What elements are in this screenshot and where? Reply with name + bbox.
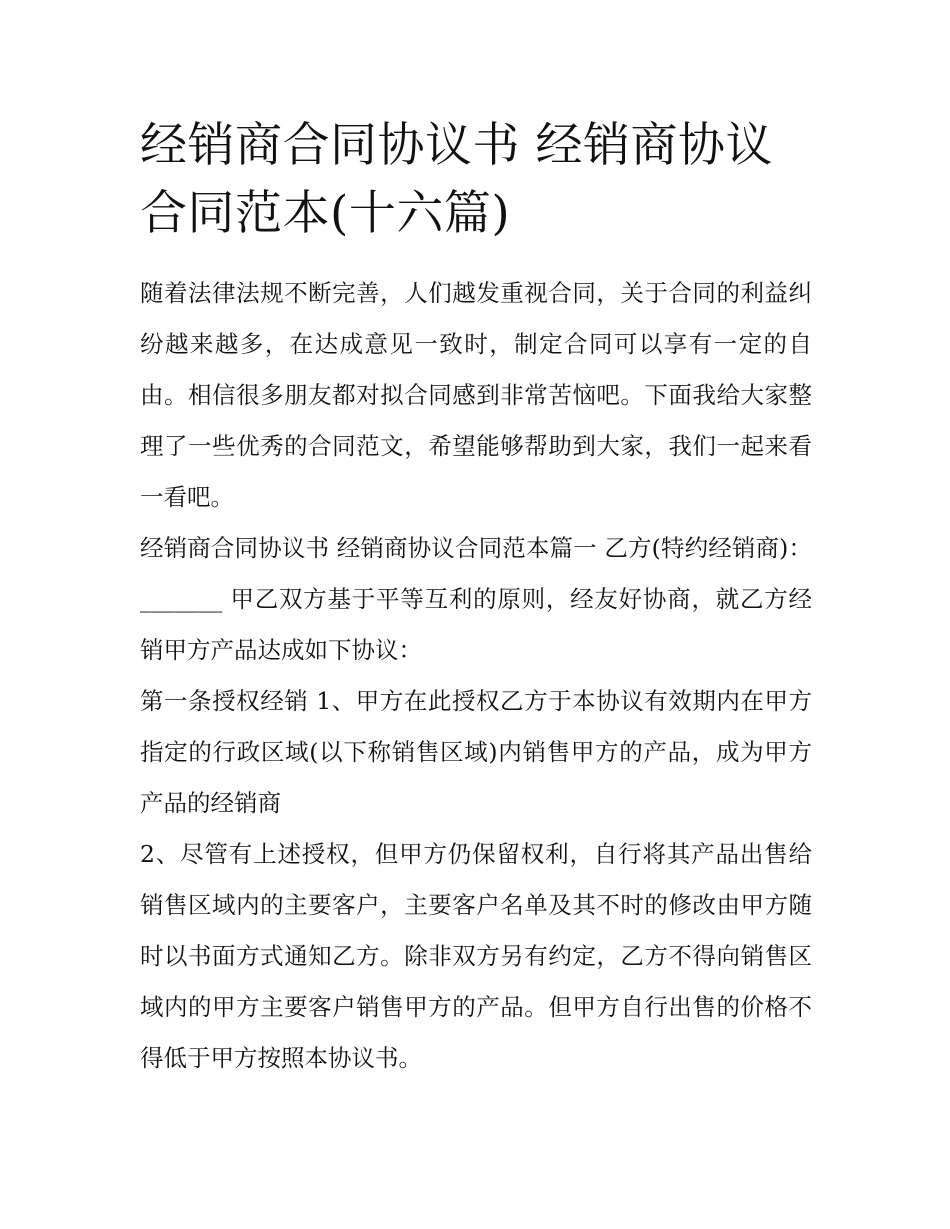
document-page bbox=[140, 112, 812, 1084]
paragraph-contract-parties: 经销商合同协议书 经销商协议合同范本篇一 乙方(特约经销商)：_______ 甲乙双方基于平等互利的原则，经友好协商，就乙方经销甲方产品达成如下协议： bbox=[140, 534, 812, 664]
paragraph-article-1-clause-2: 2、尽管有上述授权，但甲方仍保留权利，自行将其产品出售给销售区域内的主要客户，主要客户名单及其不时的修改由甲方随时以书面方式通知乙方。除非双方另有约定，乙方不得向销售区域内的甲方主要客户销售甲方的产品。但甲方自行出售的价格不得低于甲方按照本协议书。 bbox=[140, 840, 812, 1072]
paragraph-article-1: 第一条授权经销 1、甲方在此授权乙方于本协议有效期内在甲方指定的行政区域(以下称销售区域)内销售甲方的产品，成为甲方产品的经销商 bbox=[140, 687, 812, 817]
document-title: 经销商合同协议书 经销商协议合同范本(十六篇) bbox=[140, 118, 773, 241]
paragraph-intro: 随着法律法规不断完善，人们越发重视合同，关于合同的利益纠纷越来越多，在达成意见一致时，制定合同可以享有一定的自由。相信很多朋友都对拟合同感到非常苦恼吧。下面我给大家整理了一些优秀的合同范文，希望能够帮助到大家，我们一起来看一看吧。 bbox=[140, 279, 812, 511]
